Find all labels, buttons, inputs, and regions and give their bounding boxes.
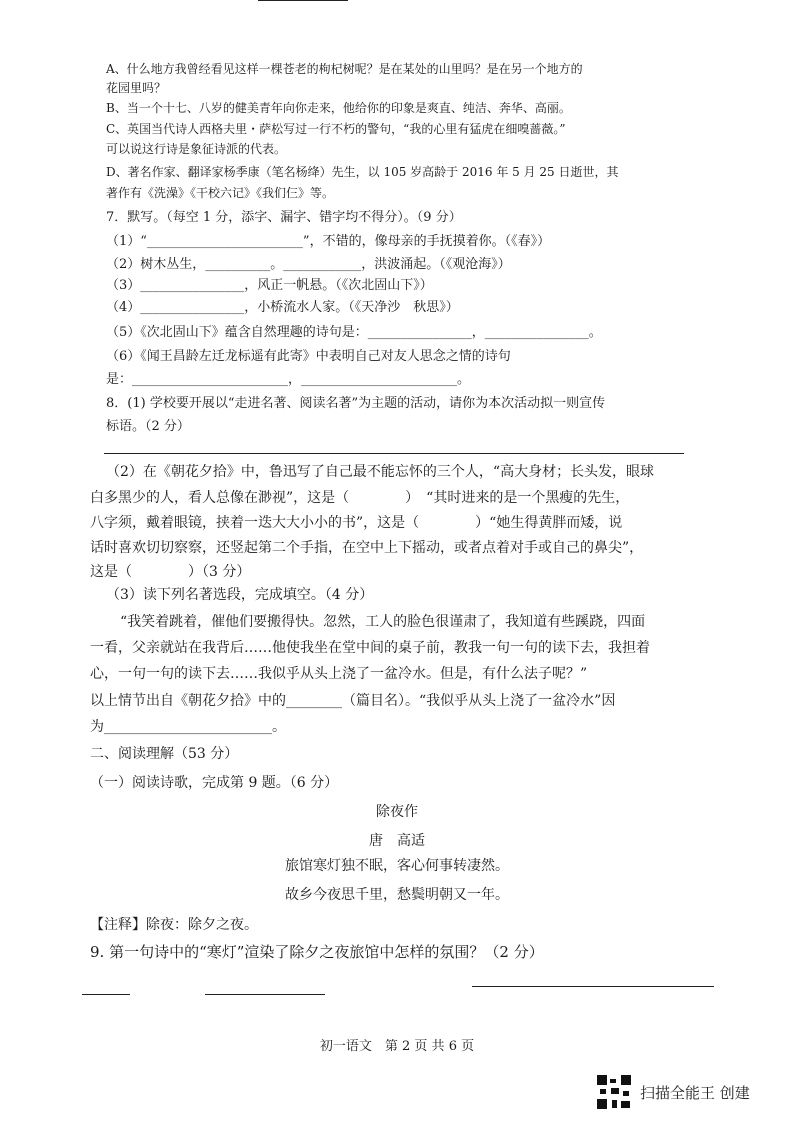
option-b: B、当一个十七、八岁的健美青年向你走来，他给你的印象是爽直、纯洁、奔华、高丽。 — [106, 101, 571, 115]
answer-line-9-left — [82, 994, 130, 995]
question-8-2-line-5: 这是（ ）（3 分） — [90, 564, 251, 580]
question-8-1: 8．(1) 学校要开展以“走进名著、阅读名著”为主题的活动，请你为本次活动拟一则宣传 — [106, 396, 606, 411]
question-7-6-line-1: （6）《闻王昌龄左迁龙标遥有此寄》中表明自己对友人思念之情的诗句 — [106, 349, 511, 364]
poem-note: 【注释】除夜：除夕之夜。 — [90, 917, 258, 933]
passage-line-2: 一看，父亲就站在我背后……他使我坐在堂中间的桌子前，教我一句一句的读下去，我担着 — [90, 640, 650, 656]
section-2-heading: 二、阅读理解（53 分） — [90, 746, 239, 762]
question-8-2-line-1: （2）在《朝花夕拾》中，鲁迅写了自己最不能忘怀的三个人，“高大身材；长头发，眼球 — [106, 464, 655, 480]
subsection-1-heading: （一）阅读诗歌，完成第 9 题。（6 分） — [90, 775, 339, 791]
page-footer: 初一语文 第 2 页 共 6 页 — [319, 1039, 475, 1054]
poem-line-1: 旅馆寒灯独不眠，客心何事转凄然。 — [285, 858, 509, 874]
poem-line-2: 故乡今夜思千里，愁鬓明朝又一年。 — [285, 887, 509, 903]
poem-author: 唐 高适 — [369, 833, 425, 849]
question-7-2: （2）树木丛生，__________。____________，洪波涌起。（《观沧海》） — [106, 257, 511, 272]
passage-question-line-1: 以上情节出自《朝花夕拾》中的________（篇目名）。“我似乎从头上浇了一盆冷水”因 — [90, 693, 616, 709]
answer-line-9-right — [472, 986, 714, 987]
top-rule — [258, 0, 348, 1]
answer-line-8-1 — [104, 453, 684, 454]
option-d-line-1: D、著名作家、翻译家杨季康（笔名杨绛）先生，以 105 岁高龄于 2016 年 5 月 25 日逝世，其 — [106, 165, 619, 179]
option-a-line-2: 花园里吗？ — [106, 81, 167, 95]
poem-title: 除夜作 — [376, 804, 418, 820]
qr-code-icon — [597, 1075, 631, 1109]
question-7-1: （1）“________________________”，不错的，像母亲的手抚摸着你。（《春》） — [106, 234, 551, 249]
question-7: 7．默写。（每空 1 分，添字、漏字、错字均不得分）。（9 分） — [106, 210, 462, 225]
answer-line-9-mid — [205, 994, 325, 995]
option-c-line-1: C、英国当代诗人西格夫里・萨松写过一行不朽的警句，“我的心里有猛虎在细嗅蔷薇。” — [106, 122, 566, 136]
question-9: 9. 第一句诗中的“寒灯”渲染了除夕之夜旅馆中怎样的氛围？（2 分） — [90, 943, 544, 961]
question-7-6-line-2: 是：________________________，________________________。 — [106, 372, 471, 387]
passage-question-line-2: 为________________________。 — [90, 719, 286, 735]
passage-line-1: “我笑着跳着，催他们要搬得快。忽然，工人的脸色很谨肃了，我知道有些蹊跷，四面 — [120, 614, 646, 630]
question-8-1-line-2: 标语。（2 分） — [106, 419, 190, 434]
option-c-line-2: 可以说这行诗是象征诗派的代表。 — [106, 142, 287, 156]
question-7-3: （3）________________，风正一帆悬。（《次北固山下》） — [106, 278, 433, 293]
option-a-line-1: A、什么地方我曾经看见这样一棵苍老的枸杞树呢？是在某处的山里吗？是在另一个地方的 — [106, 62, 583, 76]
question-8-3: （3）读下列名著选段，完成填空。（4 分） — [106, 587, 374, 603]
passage-line-3: 心，一句一句的读下去……我似乎从头上浇了一盆冷水。但是，有什么法子呢？” — [90, 666, 588, 682]
question-7-5: （5）《次北固山下》蕴含自然理趣的诗句是：________________，________________。 — [106, 325, 602, 340]
question-8-2-line-2: 白多黑少的人，看人总像在渺视”，这是（ ） “其时进来的是一个黑瘦的先生， — [90, 490, 630, 506]
question-8-2-line-4: 话时喜欢切切察察，还竖起第二个手指，在空中上下摇动，或者点着对手或自己的鼻尖”， — [90, 540, 644, 556]
question-8-2-line-3: 八字须，戴着眼镜，挟着一迭大大小小的书”，这是（ ）“她生得黄胖而矮，说 — [90, 515, 623, 531]
question-7-4: （4）________________，小桥流水人家。（《天净沙 秋思》） — [106, 300, 459, 315]
scanner-watermark: 扫描全能王 创建 — [640, 1084, 750, 1102]
option-d-line-2: 著作有《洗澡》《干校六记》《我们仨》等。 — [106, 186, 335, 200]
